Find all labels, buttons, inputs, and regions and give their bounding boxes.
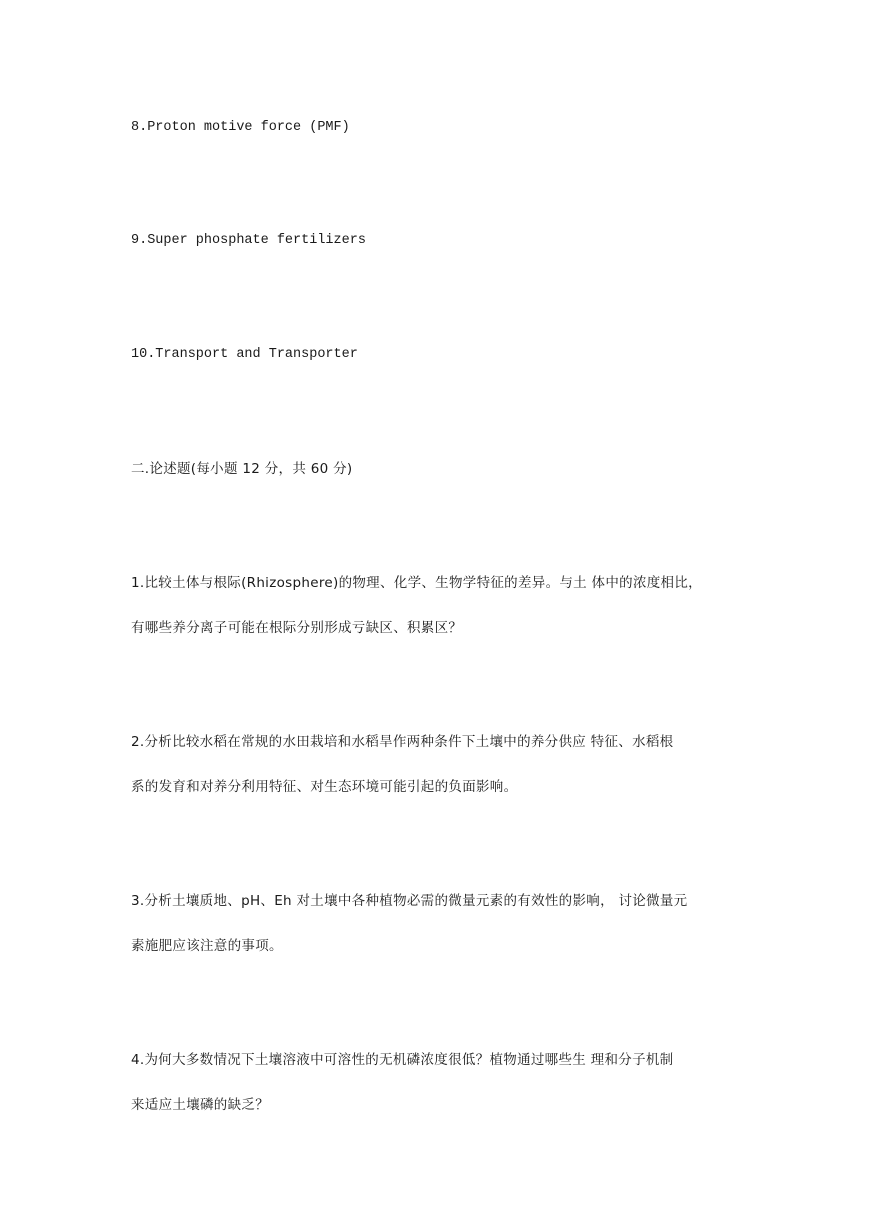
question-3-line-1: 3.分析土壤质地、pH、Eh 对土壤中各种植物必需的微量元素的有效性的影响， 讨论微量元 (131, 893, 688, 909)
question-1-line-1: 1.比较土体与根际(Rhizosphere)的物理、化学、生物学特征的差异。与土 体中的浓度相比， (131, 575, 702, 591)
question-4-line-1: 4.为何大多数情况下土壤溶液中可溶性的无机磷浓度很低？植物通过哪些生 理和分子机制 (131, 1052, 674, 1068)
term-item-8: 8.Proton motive force (PMF) (131, 120, 350, 135)
question-3-line-2: 素施肥应该注意的事项。 (131, 938, 283, 954)
term-item-9: 9.Super phosphate fertilizers (131, 233, 366, 248)
question-1-line-2: 有哪些养分离子可能在根际分别形成亏缺区、积累区？ (131, 620, 463, 636)
section-heading: 二.论述题(每小题 12 分，共 60 分) (131, 461, 353, 477)
term-item-10: 10.Transport and Transporter (131, 347, 358, 362)
question-2-line-2: 系的发育和对养分利用特征、对生态环境可能引起的负面影响。 (131, 779, 518, 795)
question-2-line-1: 2.分析比较水稻在常规的水田栽培和水稻旱作两种条件下土壤中的养分供应 特征、水稻根 (131, 734, 674, 750)
question-4-line-2: 来适应土壤磷的缺乏？ (131, 1097, 269, 1113)
